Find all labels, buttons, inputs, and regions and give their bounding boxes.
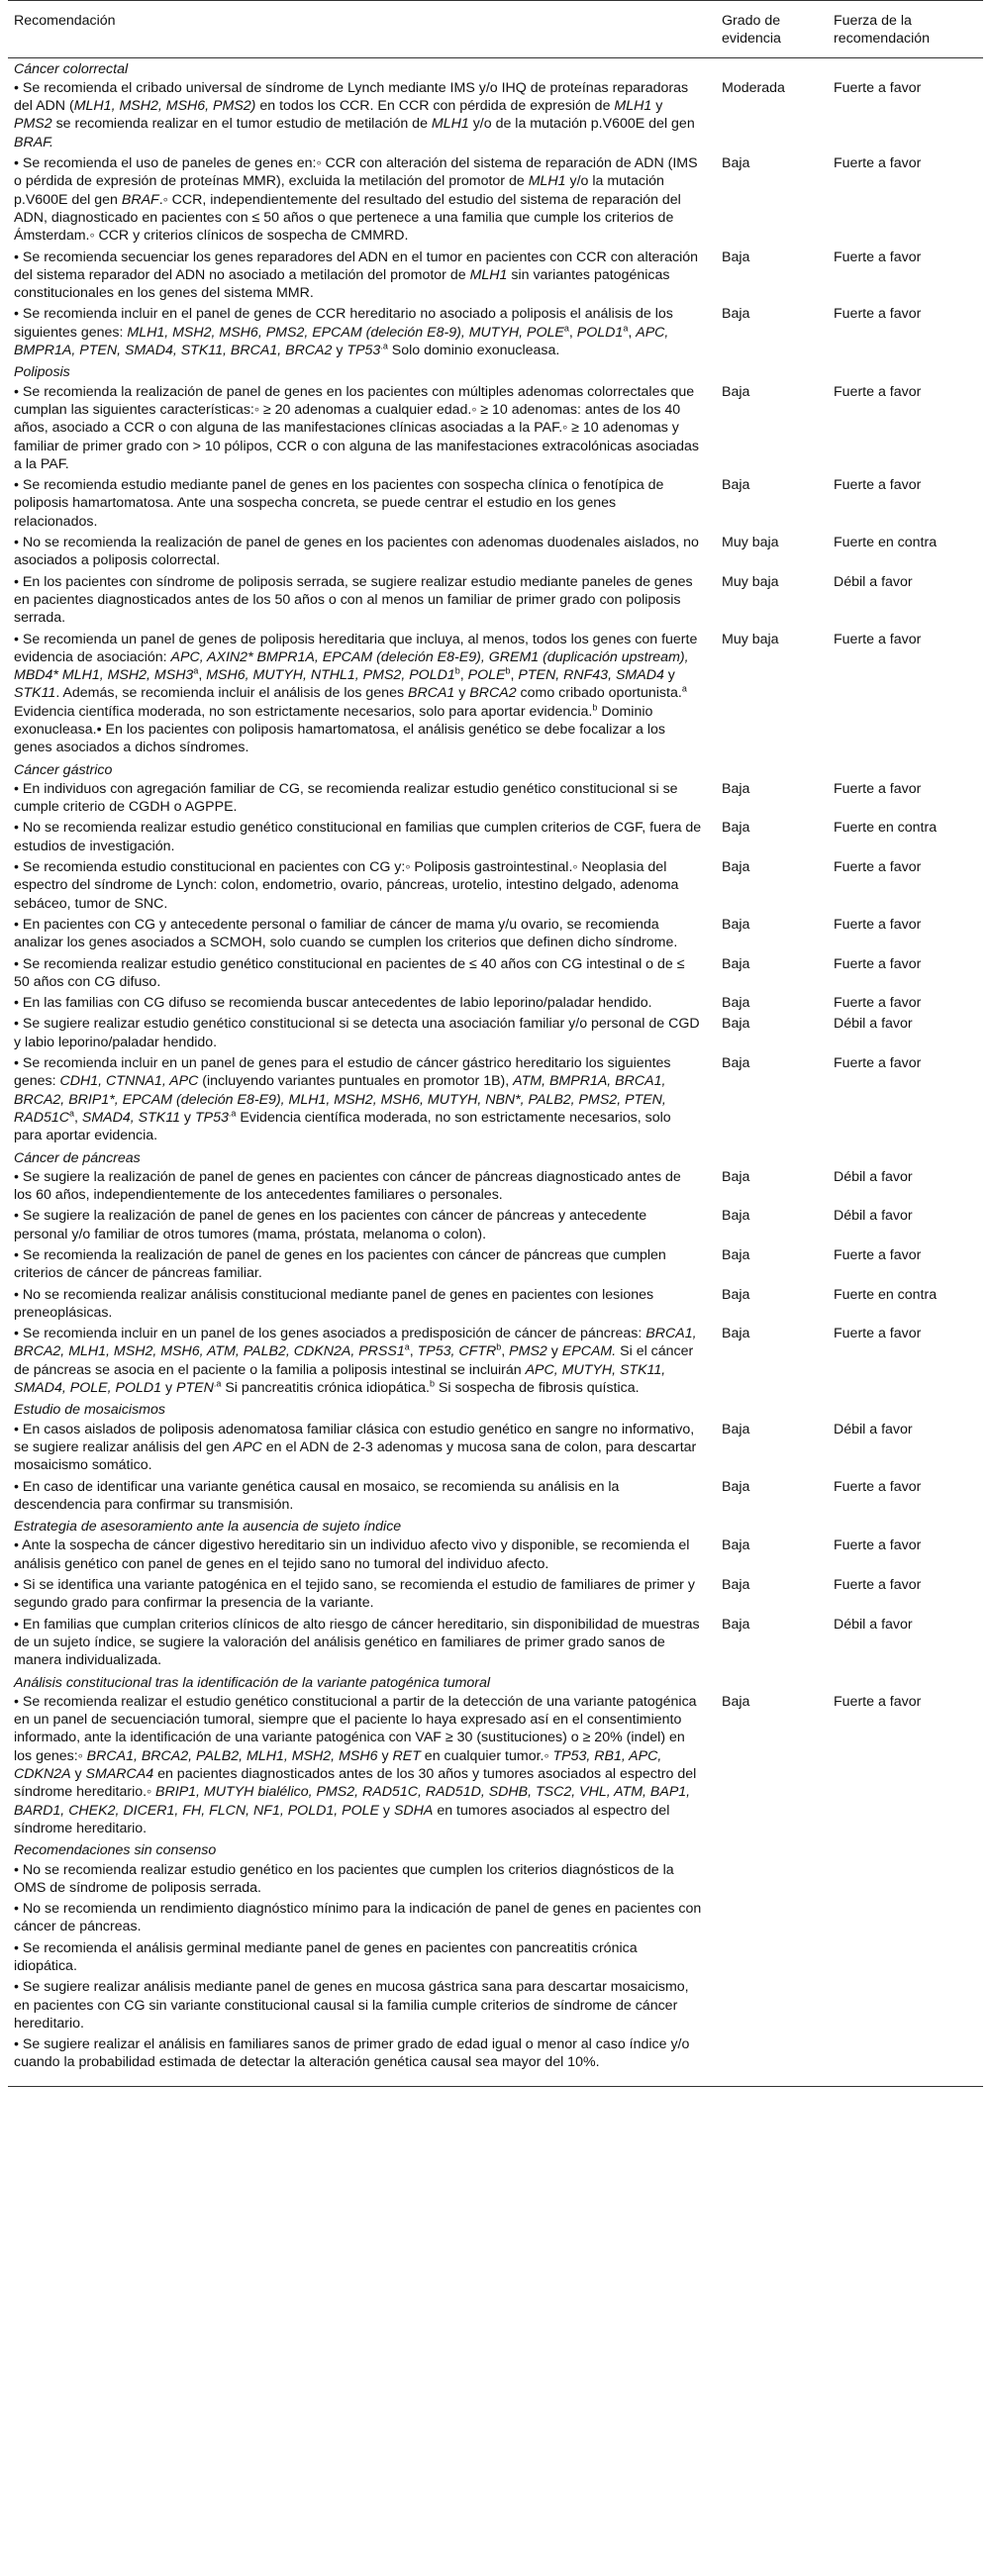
recommendation-text <box>8 1477 716 1517</box>
table-row <box>8 1206 983 1245</box>
text-segment: en cualquier tumor.◦ <box>420 1747 553 1764</box>
evidence-grade: Baja <box>722 306 750 323</box>
section-title: Recomendaciones sin consenso <box>14 1842 217 1859</box>
recommendation-text <box>8 630 716 759</box>
recommendation-strength: Fuerte en contra <box>834 535 938 551</box>
recommendation-text <box>8 1575 716 1615</box>
gene-name-text: MLH1 <box>528 173 566 190</box>
evidence-grade: Baja <box>722 383 750 400</box>
recommendation-text <box>8 1420 716 1477</box>
evidence-grade: Baja <box>722 155 750 172</box>
gene-name-text: TP53 <box>194 1109 229 1126</box>
text-segment: Dominio exonucleasa.• En los pacientes con poliposis hamartomatosa, el análisis genético se debe focalizar a los genes asociados a dichos síndromes. <box>14 703 665 756</box>
recommendation-strength: Débil a favor <box>834 1016 913 1033</box>
footnote-marker: b <box>454 665 460 676</box>
recommendation-strength <box>828 1938 983 1978</box>
recommendation-strength: Débil a favor <box>834 1208 913 1225</box>
gene-name-text: SMAD4, STK11 <box>81 1109 180 1126</box>
footnote-marker: b <box>592 701 598 712</box>
table-row <box>8 1285 983 1325</box>
text-segment: y/o de la mutación p.V600E del gen <box>468 116 695 133</box>
table-row <box>8 954 983 994</box>
text-segment: • En individuos con agregación familiar de CG, se recomienda realizar estudio genético constitucional si se cumple criterio de CGDH o AGPPE. <box>14 780 678 816</box>
gene-name-text: POLD1 <box>576 324 624 341</box>
text-segment: Solo dominio exonucleasa. <box>387 343 560 359</box>
section-header-row <box>8 1839 983 1859</box>
gene-name-text: APC, BMPR1A, PTEN, SMAD4, STK11, BRCA1, BRCA2 <box>14 324 669 359</box>
gene-name-text: POLE <box>467 667 506 684</box>
text-segment: • Se recomienda el cribado universal de síndrome de Lynch mediante IMS y/o IHQ de proteínas reparadoras del ADN ( <box>14 79 689 115</box>
gene-name-text: RET <box>392 1747 421 1764</box>
recommendation-text <box>8 1245 716 1285</box>
recommendation-strength: Fuerte a favor <box>834 955 922 972</box>
recommendation-text <box>8 993 716 1014</box>
footnote-marker: .a <box>228 1108 237 1119</box>
recommendation-text <box>8 153 716 247</box>
gene-name-text: TP53, CFTR <box>417 1343 497 1360</box>
gene-name-text: ATM, BMPR1A, BRCA1, BRCA2, BRIP1*, EPCAM (deleción E8-E9), MLH1, MSH2, MSH6, MUTYH, NBN*, PALB2, PMS2, PTEN, RAD51C <box>14 1073 666 1126</box>
evidence-grade: Baja <box>722 1326 750 1342</box>
table-row <box>8 533 983 572</box>
evidence-grade: Baja <box>722 995 750 1012</box>
recommendation-text <box>8 1977 716 2034</box>
text-segment: , <box>568 324 577 341</box>
text-segment: , <box>409 1343 418 1360</box>
recommendation-text <box>8 304 716 361</box>
recommendation-strength: Fuerte en contra <box>834 820 938 837</box>
evidence-grade: Baja <box>722 1168 750 1185</box>
recommendation-text <box>8 818 716 857</box>
recommendation-text <box>8 572 716 630</box>
gene-name-text: APC, MUTYH, STK11, SMAD4, POLE, POLD1 <box>14 1361 666 1397</box>
gene-name-text: BRCA1 <box>408 685 455 702</box>
gene-name-text: BRAF <box>121 191 159 208</box>
recommendation-text <box>8 779 716 819</box>
footnote-marker: b <box>505 665 511 676</box>
recommendation-text <box>8 2034 716 2086</box>
table-row <box>8 818 983 857</box>
gene-name-text: CDH1, CTNNA1, APC <box>59 1073 199 1090</box>
text-segment: sin variantes patogénicas constitucionales en los genes del sistema MMR. <box>14 266 670 302</box>
recommendation-strength: Débil a favor <box>834 573 913 590</box>
recommendation-text <box>8 533 716 572</box>
table-row <box>8 1014 983 1053</box>
text-segment: en pacientes diagnosticados antes de los 30 años y tumores asociados al espectro del síndrome hereditario.◦ <box>14 1766 697 1801</box>
recommendation-strength: Fuerte en contra <box>834 1286 938 1303</box>
section-title: Estudio de mosaicismos <box>14 1402 165 1419</box>
recommendation-text <box>8 1938 716 1978</box>
evidence-grade: Baja <box>722 1577 750 1594</box>
recommendation-strength: Fuerte a favor <box>834 477 922 494</box>
recommendation-strength: Fuerte a favor <box>834 383 922 400</box>
table-row <box>8 382 983 475</box>
text-segment: • Se recomienda la realización de panel de genes en los pacientes con múltiples adenomas colorrectales que cumplan las siguientes características:◦ ≥ 20 adenomas a cualquier edad.◦ ≥ 10 adenomas: antes de los 40 años, asociado a CCR o con alguna de las manifestaciones clínicas asociadas a la PAF.◦ ≥ 10 adenomas y familiar de primer grado con > 10 pólipos, CCR o con alguna de las manifestaciones extracolónicas asociadas a la PAF. <box>14 383 700 472</box>
evidence-grade: Baja <box>722 1478 750 1495</box>
recommendation-strength <box>828 1977 983 2034</box>
text-segment: como cribado oportunista. <box>516 685 682 702</box>
section-header-row <box>8 1399 983 1419</box>
recommendation-strength: Fuerte a favor <box>834 859 922 876</box>
text-segment: y <box>546 1343 562 1360</box>
evidence-grade: Baja <box>722 780 750 797</box>
table-row <box>8 1477 983 1517</box>
text-segment: • Se recomienda realizar estudio genético constitucional en pacientes de ≤ 40 años con CG intestinal o de ≤ 50 años con CG difuso. <box>14 955 685 990</box>
gene-name-text: MLH1 <box>431 116 469 133</box>
recommendation-strength: Fuerte a favor <box>834 306 922 323</box>
recommendation-strength: Fuerte a favor <box>834 631 922 647</box>
table-row <box>8 248 983 305</box>
footnote-marker: a <box>563 323 569 334</box>
footnote-marker: a <box>68 1108 74 1119</box>
evidence-grade: Baja <box>722 1693 750 1710</box>
text-segment: y <box>70 1766 86 1783</box>
evidence-grade: Muy baja <box>722 631 779 647</box>
table-row <box>8 1420 983 1477</box>
recommendation-text <box>8 857 716 915</box>
section-header-row <box>8 759 983 779</box>
recommendation-strength <box>828 2034 983 2086</box>
gene-name-text: MLH1, MSH2, MSH6, PMS2) <box>73 98 256 115</box>
section-header-row <box>8 1672 983 1692</box>
recommendation-text <box>8 1899 716 1938</box>
gene-name-text: BRCA2 <box>469 685 517 702</box>
recommendation-strength <box>828 1860 983 1900</box>
recommendation-strength: Fuerte a favor <box>834 1055 922 1072</box>
recommendation-text <box>8 1324 716 1399</box>
evidence-grade: Baja <box>722 820 750 837</box>
table-body <box>8 57 983 2086</box>
text-segment: se recomienda realizar en el tumor estudio de metilación de <box>51 116 432 133</box>
recommendation-strength: Fuerte a favor <box>834 79 922 96</box>
text-segment: • Ante la sospecha de cáncer digestivo hereditario sin un individuo afecto vivo y disponible, se recomienda el análisis genético con panel de genes en el tejido sano no tumoral del individuo afecto. <box>14 1537 690 1572</box>
section-title: Poliposis <box>14 364 70 381</box>
table-row <box>8 630 983 759</box>
text-segment: y <box>454 685 470 702</box>
table-row <box>8 1692 983 1839</box>
recommendation-strength: Fuerte a favor <box>834 916 922 933</box>
footnote-marker: .a <box>213 1378 222 1389</box>
table-row <box>8 993 983 1014</box>
section-title: Cáncer colorrectal <box>14 60 129 77</box>
text-segment: • No se recomienda realizar estudio genético constitucional en familias que cumplen criterios de CGF, fuera de estudios de investigación. <box>14 820 702 854</box>
table-row <box>8 1977 983 2034</box>
text-segment: • Se sugiere la realización de panel de genes en pacientes con cáncer de páncreas diagnosticado antes de los 60 años, independientemente de los antecedentes familiares o personales. <box>14 1168 681 1204</box>
table-row <box>8 1324 983 1399</box>
table-row <box>8 1938 983 1978</box>
section-header-row <box>8 361 983 381</box>
recommendation-strength: Fuerte a favor <box>834 1247 922 1263</box>
text-segment: • Si se identifica una variante patogénica en el tejido sano, se recomienda el estudio de familiares de primer y segundo grado para confirmar la presencia de la variante. <box>14 1577 695 1612</box>
recommendation-strength: Débil a favor <box>834 1168 913 1185</box>
text-segment: • No se recomienda un rendimiento diagnóstico mínimo para la indicación de panel de genes en pacientes con cáncer de páncreas. <box>14 1901 702 1935</box>
evidence-grade: Baja <box>722 1537 750 1554</box>
recommendation-text <box>8 1692 716 1839</box>
text-segment: . Además, se recomienda incluir el análisis de los genes <box>55 685 408 702</box>
text-segment: y <box>161 1380 177 1397</box>
table-row <box>8 1575 983 1615</box>
evidence-grade: Baja <box>722 1421 750 1437</box>
table-row <box>8 1053 983 1146</box>
header-evidence-grade: Grado de evidencia <box>716 1 828 58</box>
text-segment: • Se sugiere realizar el análisis en familiares sanos de primer grado de edad igual o menor al caso índice y/o cuando la probabilidad estimada de detectar la alteración genética causal sea mayor del 10%. <box>14 2036 690 2071</box>
section-title: Análisis constitucional tras la identificación de la variante patogénica tumoral <box>14 1674 491 1691</box>
recommendation-text <box>8 248 716 305</box>
gene-name-text: PTEN <box>176 1380 214 1397</box>
recommendation-text <box>8 1536 716 1575</box>
table-row <box>8 1536 983 1575</box>
text-segment: y <box>378 1802 394 1819</box>
gene-name-text: STK11 <box>14 685 56 702</box>
text-segment: • Se sugiere la realización de panel de genes en los pacientes con cáncer de páncreas y antecedente personal y/o familiar de otros tumores (mama, próstata, melanoma o colon). <box>14 1208 647 1242</box>
table-row <box>8 153 983 247</box>
evidence-grade <box>716 1938 828 1978</box>
evidence-grade <box>716 1899 828 1938</box>
evidence-grade: Baja <box>722 477 750 494</box>
gene-name-text: MLH1 <box>469 266 508 283</box>
table-row <box>8 304 983 361</box>
text-segment: • Se recomienda un panel de genes de poliposis hereditaria que incluya, al menos, todos los genes con fuerte evidencia de asociación: <box>14 631 698 665</box>
evidence-grade: Muy baja <box>722 573 779 590</box>
text-segment: , <box>501 1343 510 1360</box>
gene-name-text: PMS2 <box>14 116 52 133</box>
gene-name-text: APC <box>233 1438 262 1455</box>
text-segment: • Se recomienda incluir en un panel de genes para el estudio de cáncer gástrico hereditario los siguientes genes: <box>14 1055 671 1090</box>
section-title: Cáncer de páncreas <box>14 1149 141 1166</box>
evidence-grade: Baja <box>722 1016 750 1033</box>
text-segment: • Se recomienda estudio mediante panel de genes en los pacientes con sospecha clínica o fenotípica de poliposis hamartomatosa. Ante una sospecha concreta, se puede centrar el estudio en los genes relacionados. <box>14 477 664 530</box>
text-segment: , <box>510 667 519 684</box>
evidence-grade <box>716 1977 828 2034</box>
recommendation-text <box>8 78 716 153</box>
footnote-marker: a <box>404 1341 410 1352</box>
gene-name-text: SDHA <box>393 1802 434 1819</box>
gene-name-text: MSH6, MUTYH, NTHL1, PMS2, POLD1 <box>206 667 455 684</box>
text-segment: , <box>459 667 468 684</box>
text-segment: • Se recomienda la realización de panel de genes en los pacientes con cáncer de páncreas que cumplen criterios de cáncer de páncreas familiar. <box>14 1247 666 1282</box>
recommendation-strength: Débil a favor <box>834 1616 913 1633</box>
table-row <box>8 475 983 533</box>
text-segment: y <box>179 1109 195 1126</box>
evidence-grade: Baja <box>722 1208 750 1225</box>
evidence-grade <box>716 2034 828 2086</box>
evidence-grade: Baja <box>722 916 750 933</box>
text-segment: • En pacientes con CG y antecedente personal o familiar de cáncer de mama y/u ovario, se recomienda analizar los genes asociados a SCMOH, solo cuando se cumplen los criterios que definen dicho síndrome. <box>14 916 678 951</box>
evidence-grade: Baja <box>722 859 750 876</box>
recommendation-strength: Fuerte a favor <box>834 995 922 1012</box>
text-segment: • Se recomienda realizar el estudio genético constitucional a partir de la detección de una variante patogénica en un panel de secuenciación tumoral, siempre que el paciente lo haya expresado así en el consentimiento informado, ante la identificación de una variante patogénica con VAF ≥ 30 (sustituciones) o ≥ 20% (indel) en los genes:◦ <box>14 1693 697 1764</box>
table-row <box>8 779 983 819</box>
recommendation-text <box>8 915 716 954</box>
footnote-marker: a <box>623 323 629 334</box>
evidence-grade: Baja <box>722 1286 750 1303</box>
text-segment: Evidencia científica moderada, no son estrictamente necesarios, solo para aportar evidencia. <box>14 1109 671 1144</box>
text-segment: y <box>651 98 663 115</box>
text-segment: .◦ CCR, independientemente del resultado del estudio del sistema de reparación del ADN, diagnosticado en pacientes con ≤ 50 años o que pertenece a una familia que cumple los criterios de Ámsterdam.◦ CCR y criterios clínicos de sospecha de CMMRD. <box>14 191 681 245</box>
section-header-row <box>8 57 983 78</box>
table-row <box>8 572 983 630</box>
evidence-grade: Baja <box>722 1055 750 1072</box>
text-segment: • Se sugiere realizar estudio genético constitucional si se detecta una asociación familiar y/o personal de CGD y labio leporino/paladar hendido. <box>14 1016 700 1050</box>
recommendation-strength: Fuerte a favor <box>834 155 922 172</box>
text-segment: • Se recomienda incluir en el panel de genes de CCR hereditario no asociado a poliposis el análisis de los siguientes genes: <box>14 306 673 341</box>
recommendation-text <box>8 1860 716 1900</box>
text-segment: • Se recomienda el análisis germinal mediante panel de genes en pacientes con pancreatitis crónica idiopática. <box>14 1939 638 1974</box>
text-segment: en el ADN de 2-3 adenomas y mucosa sana de colon, para descartar mosaicismo somático. <box>14 1438 697 1474</box>
gene-name-text: TP53 <box>346 343 381 359</box>
text-segment: en tumores asociados al espectro del síndrome hereditario. <box>14 1802 670 1836</box>
recommendation-text <box>8 1615 716 1672</box>
text-segment: y <box>332 343 347 359</box>
header-row <box>8 1 983 58</box>
text-segment: , <box>198 667 207 684</box>
table-row <box>8 2034 983 2086</box>
text-segment: • En los pacientes con síndrome de poliposis serrada, se sugiere realizar estudio mediante paneles de genes en pacientes diagnosticados antes de los 50 años o con al menos un familiar de primer grado con poliposis serrada. <box>14 573 693 627</box>
recommendation-text <box>8 475 716 533</box>
table-row <box>8 915 983 954</box>
recommendation-strength: Fuerte a favor <box>834 1693 922 1710</box>
text-segment: • Se recomienda el uso de paneles de genes en:◦ CCR con alteración del sistema de reparación de ADN (IMS o pérdida de expresión de proteínas MMR), excluida la metilación del promotor de <box>14 155 698 190</box>
text-segment: y/o la mutación p.V600E del gen <box>14 173 664 208</box>
recommendation-strength: Fuerte a favor <box>834 248 922 265</box>
text-segment: • Se recomienda secuenciar los genes reparadores del ADN en el tumor en pacientes con CCR con alteración del sistema reparador del ADN no asociado a metilación del promotor de <box>14 248 699 283</box>
recommendation-text <box>8 1014 716 1053</box>
section-header-row <box>8 1147 983 1167</box>
evidence-grade: Muy baja <box>722 535 779 551</box>
table-row <box>8 1615 983 1672</box>
footnote-marker: a <box>193 665 199 676</box>
text-segment: , <box>628 324 637 341</box>
recommendation-strength: Fuerte a favor <box>834 1577 922 1594</box>
gene-name-text: TP53, RB1, APC, CDKN2A <box>14 1747 662 1783</box>
recommendation-text <box>8 954 716 994</box>
footnote-marker: a <box>681 683 687 694</box>
recommendation-text <box>8 1053 716 1146</box>
table-row <box>8 1245 983 1285</box>
evidence-grade: Baja <box>722 248 750 265</box>
text-segment: • No se recomienda realizar estudio genético en los pacientes que cumplen los criterios diagnósticos de la OMS de síndrome de poliposis serrada. <box>14 1861 674 1896</box>
gene-name-text: MLH1, MSH2, MSH6, PMS2, EPCAM (deleción E8-9), MUTYH, POLE <box>127 324 564 341</box>
header-recommendation: Recomendación <box>8 1 716 58</box>
evidence-grade: Baja <box>722 1247 750 1263</box>
text-segment: y <box>663 667 675 684</box>
text-segment: • En las familias con CG difuso se recomienda buscar antecedentes de labio leporino/paladar hendido. <box>14 995 652 1012</box>
section-title: Estrategia de asesoramiento ante la ausencia de sujeto índice <box>14 1519 402 1536</box>
recommendations-table <box>8 0 983 2087</box>
table-row <box>8 1167 983 1207</box>
text-segment: Si el cáncer de páncreas se asocia en el paciente o la familia a poliposis intestinal se incluirán <box>14 1343 694 1378</box>
text-segment: • Se recomienda incluir en un panel de los genes asociados a predisposición de cáncer de páncreas: <box>14 1326 646 1342</box>
footnote-marker: b <box>496 1341 502 1352</box>
text-segment: Evidencia científica moderada, no son estrictamente necesarios, solo para aportar evidencia. <box>14 703 593 720</box>
recommendation-text <box>8 382 716 475</box>
evidence-grade <box>716 1860 828 1900</box>
evidence-grade: Baja <box>722 1616 750 1633</box>
gene-name-text: BRCA1, BRCA2, PALB2, MLH1, MSH2, MSH6 <box>86 1747 378 1764</box>
gene-name-text: MLH1 <box>614 98 652 115</box>
recommendation-text <box>8 1206 716 1245</box>
text-segment: • No se recomienda la realización de panel de genes en los pacientes con adenomas duodenales aislados, no asociados a poliposis colorrectal. <box>14 535 699 569</box>
text-segment: • En familias que cumplan criterios clínicos de alto riesgo de cáncer hereditario, sin disponibilidad de muestras de un sujeto índice, se sugiere la valoración del análisis genético en familiares de primer grado sanos de manera individualizada. <box>14 1616 700 1669</box>
recommendation-text <box>8 1285 716 1325</box>
text-segment: • En casos aislados de poliposis adenomatosa familiar clásica con estudio genético en sangre no informativo, se sugiere realizar análisis del gen <box>14 1421 695 1455</box>
gene-name-text: BRAF. <box>14 134 53 150</box>
text-segment: Si pancreatitis crónica idiopática. <box>221 1380 430 1397</box>
section-header-row <box>8 1516 983 1536</box>
gene-name-text: BRIP1, MUTYH bialélico, PMS2, RAD51C, RAD51D, SDHB, TSC2, VHL, ATM, BAP1, BARD1, CHEK2, DICER1, FH, FLCN, NF1, POLD1, POLE <box>14 1784 691 1819</box>
table-row <box>8 78 983 153</box>
gene-name-text: SMARCA4 <box>85 1766 154 1783</box>
table-row <box>8 1899 983 1938</box>
recommendation-strength: Débil a favor <box>834 1421 913 1437</box>
recommendation-strength: Fuerte a favor <box>834 1537 922 1554</box>
table-row <box>8 857 983 915</box>
text-segment: Si sospecha de fibrosis quística. <box>434 1380 640 1397</box>
recommendation-text <box>8 1167 716 1207</box>
text-segment: (incluyendo variantes puntuales en promotor 1B), <box>198 1073 514 1090</box>
text-segment: • Se sugiere realizar análisis mediante panel de genes en mucosa gástrica sana para descartar mosaicismo, en pacientes con CG sin variante constitucional causal si la familia cumple criterios de síndrome de cáncer hereditario. <box>14 1979 689 2031</box>
text-segment: • No se recomienda realizar análisis constitucional mediante panel de genes en pacientes con lesiones preneoplásicas. <box>14 1286 654 1321</box>
table-header <box>8 1 983 58</box>
recommendation-strength: Fuerte a favor <box>834 1478 922 1495</box>
recommendations-table-container <box>8 0 983 2087</box>
text-segment: en todos los CCR. En CCR con pérdida de expresión de <box>255 98 615 115</box>
recommendation-strength: Fuerte a favor <box>834 780 922 797</box>
gene-name-text: APC, AXIN2* BMPR1A, EPCAM (deleción E8-E9), GREM1 (duplicación upstream), MBD4* MLH1, MSH2, MSH3 <box>14 648 689 684</box>
footnote-marker: .a <box>380 341 388 351</box>
gene-name-text: EPCAM. <box>561 1343 617 1360</box>
header-recommendation-strength: Fuerza de la recomendación <box>828 1 983 58</box>
evidence-grade: Baja <box>722 955 750 972</box>
recommendation-strength: Fuerte a favor <box>834 1326 922 1342</box>
gene-name-text: PTEN, RNF43, SMAD4 <box>518 667 664 684</box>
gene-name-text: BRCA1, BRCA2, MLH1, MSH2, MSH6, ATM, PALB2, CDKN2A, PRSS1 <box>14 1326 697 1360</box>
table-row <box>8 1860 983 1900</box>
evidence-grade: Moderada <box>722 79 785 96</box>
recommendation-strength <box>828 1899 983 1938</box>
section-title: Cáncer gástrico <box>14 761 113 778</box>
text-segment: • En caso de identificar una variante genética causal en mosaico, se recomienda su análisis en la descendencia para confirmar su transmisión. <box>14 1478 620 1513</box>
footnote-marker: b <box>429 1378 435 1389</box>
text-segment: , <box>74 1109 82 1126</box>
gene-name-text: PMS2 <box>509 1343 547 1360</box>
text-segment: • Se recomienda estudio constitucional en pacientes con CG y:◦ Poliposis gastrointestinal.◦ Neoplasia del espectro del síndrome de Lynch: colon, endometrio, ovario, páncreas, urotelio, intestino delgado, adenoma sebáceo, tumor de SNC. <box>14 859 679 912</box>
text-segment: y <box>377 1747 393 1764</box>
